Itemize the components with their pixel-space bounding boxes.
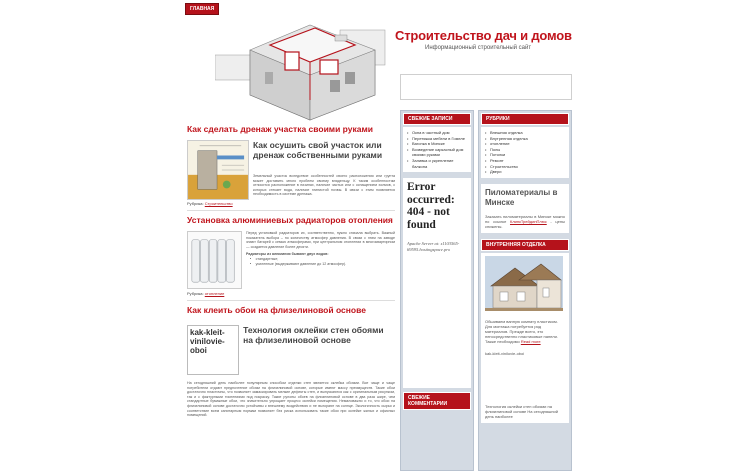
post-title[interactable]: Установка алюминиевых радиаторов отопления	[187, 214, 393, 225]
sidebar-recent	[400, 110, 474, 471]
broken-image-alt: kak-kleit-vinilovie-oboi	[485, 350, 525, 356]
category-link[interactable]: • Ремонт	[485, 158, 565, 164]
nav-home-button[interactable]: ГЛАВНАЯ	[185, 3, 219, 15]
lumber-text	[485, 214, 565, 229]
drainage-diagram-image	[187, 140, 249, 200]
radiator-types-list	[250, 257, 395, 266]
post-rubric	[187, 201, 395, 206]
recent-posts-heading: СВЕЖИЕ ЗАПИСИ	[403, 113, 471, 125]
header-house-illustration	[215, 10, 390, 130]
site-title[interactable]: Строительство дач и домов	[395, 28, 572, 43]
read-more-link[interactable]: Read more	[520, 338, 541, 344]
recent-post-link[interactable]: • Заливка и укрепление балкона	[407, 158, 467, 169]
post-excerpt: На сегодняшний день наиболее популярным способом отделки стен является оклейка обоями. Все чаще и чаще потребители отдают предпочтение обоям на флизелиновой основе, которые имеют массу преимуществ. Такие обои достаточно пластичны, что позволяет замаскировать мелкие дефекты стен, и выпускаются как с оригинальным рисунком, так и с фактурными тиснениями под покраску. Такие рулоны обоев на флизелиновой основе в два раза шире, чем стандартные бумажные обои, что значительно упрощает процесс оклейки помещения. Немаловажно и то, что обои на флизелиновой основе достаточно устойчивы к внешнему воздействию и не выгорают на солнце. Экологичность сырья и соответствие всем санитарным нормам позволяет без риска использовать такие обои при оклейке жилых и офисных помещений.	[187, 380, 395, 418]
recent-posts-list	[403, 127, 471, 172]
lumber-text-before: Заказать пиломатериалы в Минске можно по ссылке	[485, 213, 565, 224]
sidebar-categories	[478, 110, 572, 471]
category-link[interactable]: • Внешняя отделка	[485, 130, 565, 136]
lumber-block	[481, 184, 569, 233]
inner-finish-excerpt: Обшиваем ванную комнату пластиком. Для монтажа потребуется ряд материалов. Прежде всего, это непосредственно пластиковые панели. Также необходимо	[485, 318, 558, 344]
recent-post-link[interactable]: • Вагонка в Минске	[407, 141, 467, 147]
recent-post-link[interactable]: • Перетяжка мебели в Гомеле	[407, 136, 467, 142]
recent-post-link[interactable]: • Окна в частный дом	[407, 130, 467, 136]
post-inner-title[interactable]: Как осушить свой участок или дренаж собственными руками	[253, 140, 383, 160]
post-rubric	[187, 291, 395, 296]
recent-post-link[interactable]: • Возведение каркасный дом своими руками	[407, 147, 467, 158]
broken-image-placeholder	[187, 325, 239, 375]
post-inner-title[interactable]: Технология оклейки стен обоями на флизелиновой основе	[243, 324, 384, 345]
post-drainage	[187, 124, 395, 206]
site-subtitle: Информационный строительный сайт	[425, 45, 532, 51]
wallpaper-teaser[interactable]: Технология оклейки стен обоями на флизелиновой основе На сегодняшний день наиболее	[485, 404, 558, 420]
categories-list	[481, 127, 569, 178]
category-link[interactable]: • отопление	[485, 141, 565, 147]
post-excerpt: Земельный участок вследствие особенностей своего расположения или грунта может доставить много проблем своему владельцу. К таким особенностям относится расположение в низинах, наличие частых или с оснащением холмов, с которых стекает вода, наличие глинистой почвы. В связи с этим появляется необходимость в системе дренажа.	[253, 174, 395, 197]
apache-server-text: Apache Server at: s1103565-69595.hostingspace.pro	[407, 241, 460, 253]
post-body	[187, 325, 395, 375]
rubric-link[interactable]: Строительство	[204, 200, 233, 206]
post-body	[187, 231, 395, 289]
category-link[interactable]: • Полы	[485, 147, 565, 153]
category-link[interactable]: • Внутренняя отделка	[485, 136, 565, 142]
ad-banner-box	[400, 74, 572, 100]
main-content	[187, 118, 395, 418]
category-link[interactable]: • Строительство	[485, 164, 565, 170]
recent-comments-heading: СВЕЖИЕ КОММЕНТАРИИ	[403, 392, 471, 410]
post-radiators	[187, 215, 395, 296]
category-link[interactable]: • Потолки	[485, 152, 565, 158]
list-item: • стандартные;	[250, 257, 395, 262]
error-message: Error occurred: 404 - not found	[407, 181, 455, 231]
inner-finish-text	[485, 319, 565, 344]
category-link[interactable]: • Двери	[485, 169, 565, 175]
categories-heading: РУБРИКИ	[481, 113, 569, 125]
post-wallpaper	[187, 305, 395, 418]
list-item: • усиленные (выдерживают давление до 12 атмосфер).	[250, 262, 395, 267]
image-alt-text: kak-kleit-vinilovie-oboi	[190, 327, 225, 355]
post-list-title: Радиаторы из алюминия бывают двух видов:	[246, 252, 329, 257]
rubric-label: Рубрика:	[187, 290, 204, 296]
radiator-image	[187, 231, 242, 289]
error-box	[403, 178, 471, 388]
house-construction-image	[485, 256, 563, 311]
post-title[interactable]: Как сделать дренаж участка своими руками	[187, 124, 373, 134]
post-excerpt: Перед установкой радиаторов их, соответственно, нужно сначала выбрать. Важный показатель выбора – по количеству атмосфер давления. В связи с этим на заводе знают батарей с семью атмосферами, при центральном отоплении в многоквартирном — создается давление более десяти.	[246, 230, 395, 249]
rubric-link[interactable]: отопление	[204, 290, 225, 296]
inner-finish-heading: ВНУТРЕННЯЯ ОТДЕЛКА	[481, 239, 569, 251]
post-title[interactable]: Как клеить обои на флизелиновой основе	[187, 304, 366, 315]
inner-finish-block	[481, 253, 569, 423]
rubric-label: Рубрика:	[187, 200, 204, 206]
lumber-text-after: - цены снижены.	[485, 218, 565, 229]
lumber-title[interactable]: Пиломатериалы в Минске	[485, 187, 558, 207]
lumber-link[interactable]: КлинкТрейдинПлюс	[509, 218, 547, 224]
